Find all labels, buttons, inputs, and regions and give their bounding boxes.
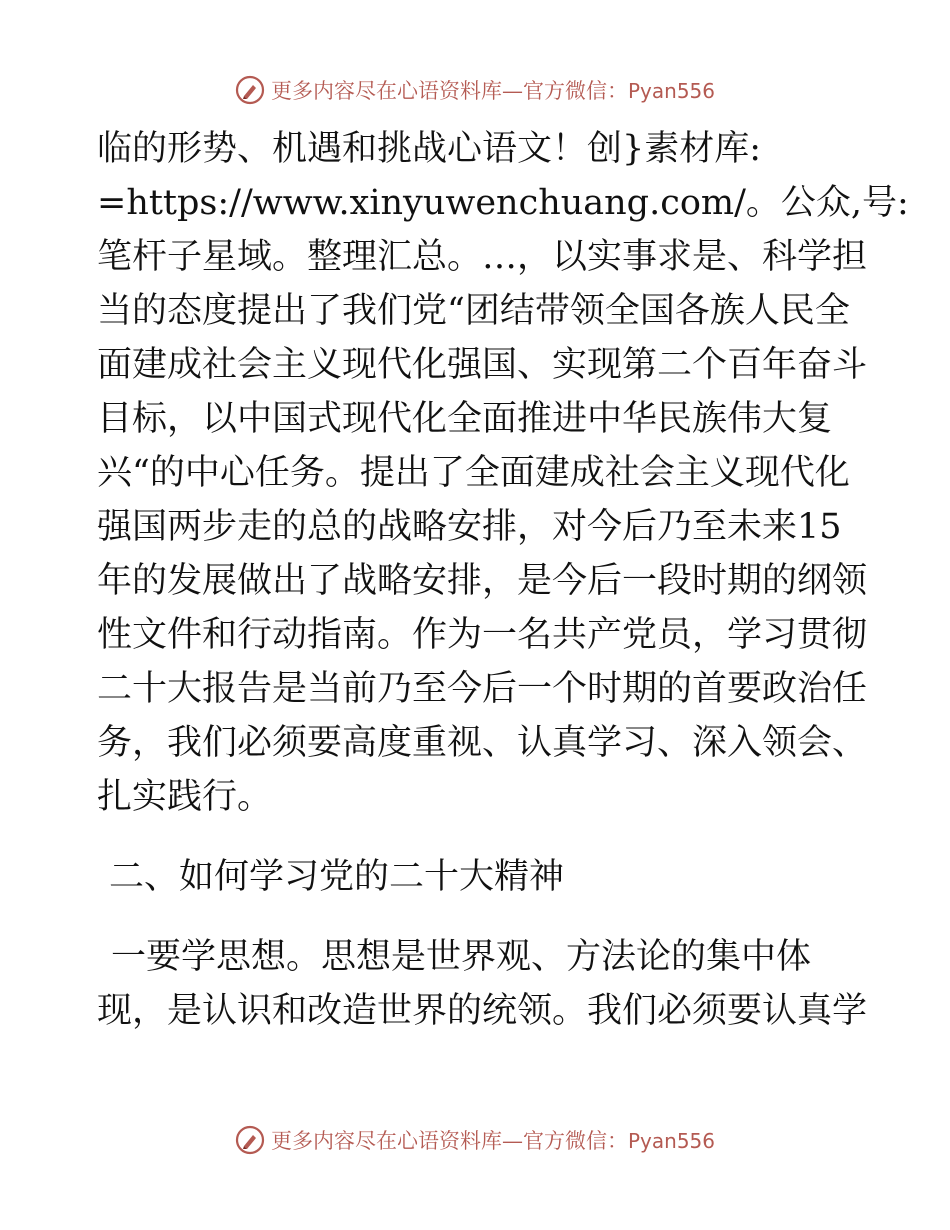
banner-wechat-label: 官方微信： <box>522 1129 628 1153</box>
text-line: 务，我们必须要高度重视、认真学习、深入领会、 <box>97 723 868 763</box>
banner-wechat-id: Pyan556 <box>627 1129 715 1153</box>
section-heading: 二、如何学习党的二十大精神 <box>109 857 565 897</box>
text-line: 面建成社会主义现代化强国、实现第二个百年奋斗 <box>97 345 868 385</box>
banner-text <box>271 1125 715 1155</box>
banner-text <box>271 75 715 105</box>
banner-main-text: 更多内容尽在心语资料库 <box>270 1129 502 1153</box>
banner-main-text: 更多内容尽在心语资料库 <box>270 79 502 103</box>
text-line: 二十大报告是当前乃至今后一个时期的首要政治任 <box>97 669 868 709</box>
text-line: 笔杆子星域。整理汇总。…，以实事求是、科学担 <box>97 237 868 277</box>
text-line: 目标，以中国式现代化全面推进中华民族伟大复 <box>97 399 833 439</box>
banner-separator: — <box>501 1129 523 1153</box>
text-line: 性文件和行动指南。作为一名共产党员，学习贯彻 <box>97 615 868 655</box>
pen-logo-icon <box>235 75 265 105</box>
paragraph-gap <box>97 904 857 930</box>
text-line: 当的态度提出了我们党“团结带领全国各族人民全 <box>97 291 850 331</box>
footer-banner <box>0 1120 950 1160</box>
text-line: 扎实践行。 <box>97 777 273 817</box>
header-banner <box>0 70 950 110</box>
pen-logo-icon <box>235 1125 265 1155</box>
text-line: =https://www.xinyuwenchuang.com/。公众,号: <box>97 183 909 223</box>
text-line: 兴“的中心任务。提出了全面建成社会主义现代化 <box>97 453 850 493</box>
text-line: 强国两步走的总的战略安排，对今后乃至未来15 <box>97 507 842 547</box>
text-line: 年的发展做出了战略安排，是今后一段时期的纲领 <box>97 561 868 601</box>
banner-wechat-label: 官方微信： <box>522 79 628 103</box>
paragraph-gap <box>97 824 857 850</box>
text-line: 临的形势、机遇和挑战心语文！创}素材库: <box>97 129 762 169</box>
banner-wechat-id: Pyan556 <box>627 79 715 103</box>
text-line: 现，是认识和改造世界的统领。我们必须要认真学 <box>97 991 868 1031</box>
document-body <box>97 122 909 1038</box>
banner-separator: — <box>501 79 523 103</box>
text-line: 一要学思想。思想是世界观、方法论的集中体 <box>111 937 812 977</box>
